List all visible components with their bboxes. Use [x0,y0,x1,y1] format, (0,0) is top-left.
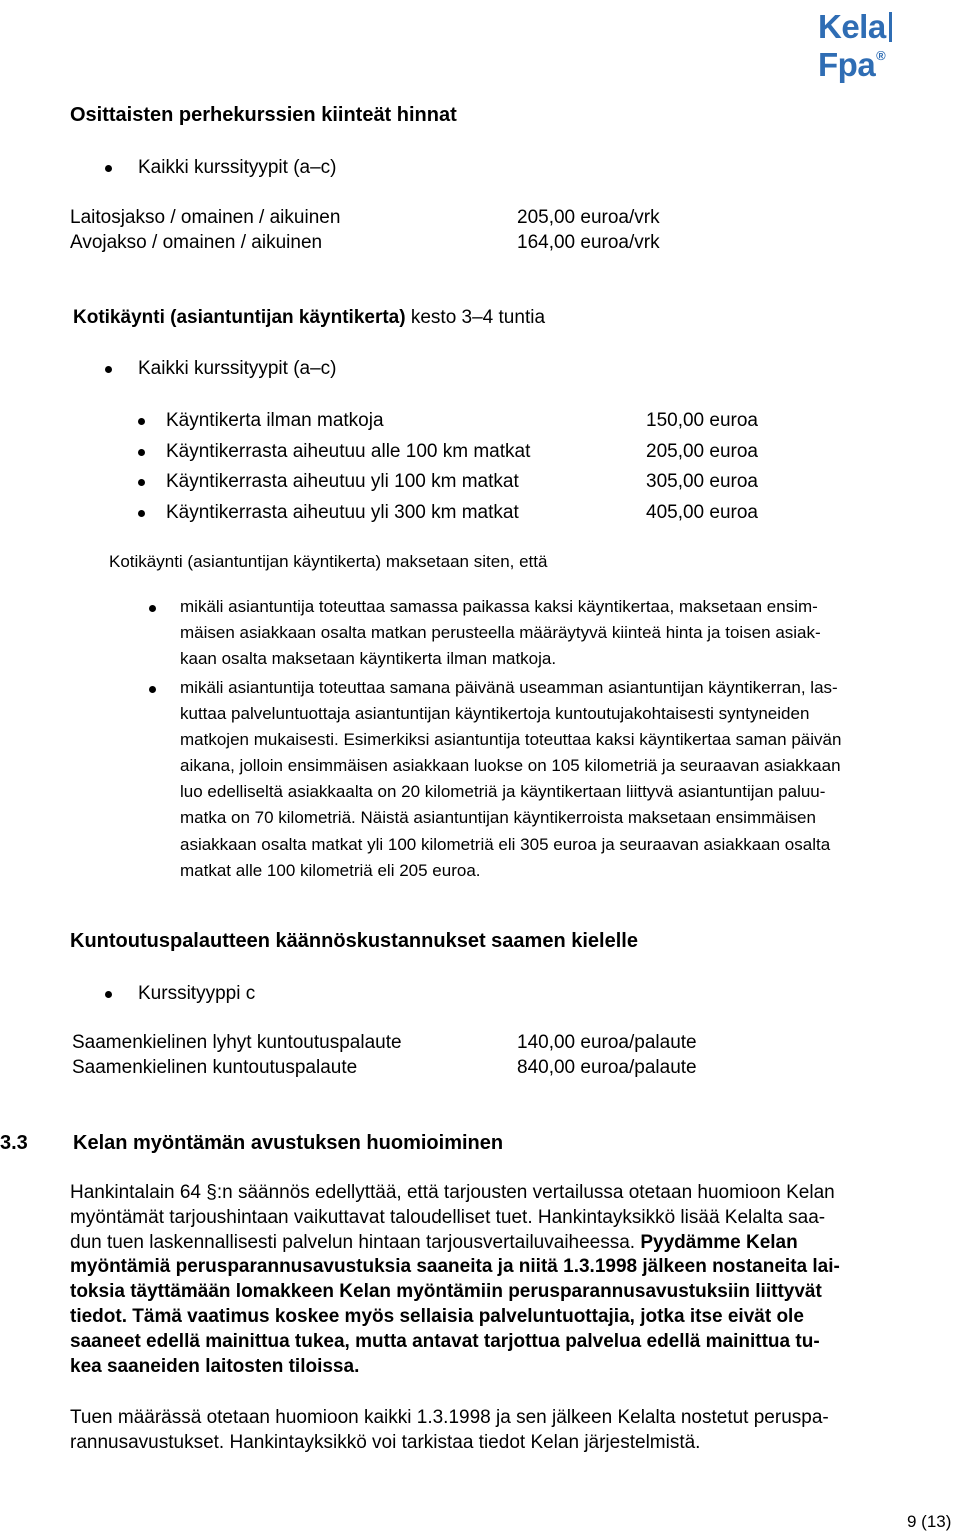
section2-intro: Kotikäynti (asiantuntijan käyntikerta) maksetaan siten, että [109,552,548,571]
section3-row2-label: Saamenkielinen kuntoutuspalaute [72,1057,358,1078]
bullet-dot [149,605,156,612]
section4-para1-line: toksia täyttämään lomakkeen Kelan myöntämiin perusparannusavustuksiin liittyvät [70,1281,822,1303]
bullet-dot [149,686,156,693]
section2-item3-price: 305,00 euroa [646,471,758,492]
section3-row1-label: Saamenkielinen lyhyt kuntoutuspalaute [72,1032,402,1053]
logo-registered-mark: ® [876,48,886,63]
section2-item4-price: 405,00 euroa [646,502,758,523]
section1-row2-label: Avojakso / omainen / aikuinen [70,232,323,253]
section2-item4-label: Käyntikerrasta aiheutuu yli 300 km matkat [166,502,519,523]
section4-para2: Tuen määrässä otetaan huomioon kaikki 1.3.1998 ja sen jälkeen Kelalta nostetut peruspa- rannusavustukset. Hankintayksikkö voi tarkistaa tiedot Kelan järjestelmistä. [70,1407,829,1453]
section3-title: Kuntoutuspalautteen käännöskustannukset saamen kielelle [70,930,638,952]
section2-item2-price: 205,00 euroa [646,441,758,462]
section4-para1-line: kea saaneiden laitosten tiloissa. [70,1355,360,1377]
section4-para1-line: saaneet edellä mainittua tukea, mutta antavat tarjottua palvelua edellä mainittua tu- [70,1330,820,1352]
page-number: 9 (13) [907,1512,952,1531]
section3-row1-price: 140,00 euroa/palaute [517,1032,697,1053]
section1-row2-price: 164,00 euroa/vrk [517,232,660,253]
section3-row2-price: 840,00 euroa/palaute [517,1057,697,1078]
section2-title-rest: kesto 3–4 tuntia [405,307,546,328]
section2-item2-label: Käyntikerrasta aiheutuu alle 100 km matkat [166,441,531,462]
section1-title: Osittaisten perhekurssien kiinteät hinnat [70,104,457,126]
section2-title-bold: Kotikäynti (asiantuntijan käyntikerta) [73,307,406,328]
bullet-dot [138,449,145,456]
logo-kela: Kela [818,8,886,45]
bullet-dot [105,165,112,172]
section1-row1-label: Laitosjakso / omainen / aikuinen [70,207,341,228]
section2-para2: mikäli asiantuntija toteuttaa samana päivänä useamman asiantuntijan käyntikerran, las- kuttaa palveluntuottaja asiantuntijan käyntikertoja kuntoutujakohtaisesti syntyneiden matkojen mukaisesti. Esimerkiksi asiantuntija toteuttaa kaksi käyntikertaa saman päivän aikana, jolloin ensimmäisen asiakkaan luokse on 105 kilometriä ja seuraavan asiakkaan luo edelliseltä asiakkaalta on 20 kilometriä ja käyntikertaan liittyvä asiantuntijan paluu- matka on 70 kilometriä. Näistä asiantuntijan käyntikerroista maksetaan ensimmäisen asiakkaan osalta matkat yli 100 kilometriä eli 305 euroa ja seuraavan asiakkaan osalta matkat alle 100 kilometriä eli 205 euroa. [180,678,842,880]
section4-para1-line: myöntämät tarjoushintaan vaikuttavat taloudelliset tuet. Hankintayksikkö lisää Kelalta saa- [70,1206,826,1228]
section2-item3-label: Käyntikerrasta aiheutuu yli 100 km matkat [166,471,519,492]
kela-fpa-logo [818,8,960,84]
bullet-dot [138,479,145,486]
section4-para1-line: Hankintalain 64 §:n säännös edellyttää, että tarjousten vertailussa otetaan huomioon Kelan [70,1182,835,1203]
section4-para1 [70,1181,950,1379]
bullet-dot [138,418,145,425]
section2-title [73,307,545,329]
section4-para1-line: myöntämiä perusparannusavustuksia saaneita ja niitä 1.3.1998 jälkeen nostaneita lai- [70,1256,840,1278]
section2-item1-label: Käyntikerta ilman matkoja [166,410,384,431]
logo-fpa: Fpa [818,46,876,83]
section2-item1-price: 150,00 euroa [646,410,758,431]
section2-para1: mikäli asiantuntija toteuttaa samassa paikassa kaksi käyntikertaa, maksetaan ensim- mäisen asiakkaan osalta matkan perusteella määräytyvä kiinteä hinta ja toisen asiak- kaan osalta maksetaan käyntikerta ilman matkoja. [180,597,821,669]
section4-para1-line: tiedot. Tämä vaatimus koskee myös sellaisia palveluntuottajia, jotka itse eivät ole [70,1305,804,1327]
section4-number: 3.3 [0,1132,28,1154]
section3-bullet: Kurssityyppi c [138,983,256,1004]
section2-bullet: Kaikki kurssityypit (a–c) [138,358,337,379]
section4-para1-line: dun tuen laskennallisesti palvelun hintaan tarjousvertailuvaiheessa. Pyydämme Kelan [70,1231,798,1253]
bullet-dot [105,366,112,373]
logo-separator [889,12,892,42]
bullet-dot [138,510,145,517]
section1-row1-price: 205,00 euroa/vrk [517,207,660,228]
bullet-dot [105,991,112,998]
section1-bullet: Kaikki kurssityypit (a–c) [138,157,337,178]
section4-title: Kelan myöntämän avustuksen huomioiminen [73,1132,504,1154]
